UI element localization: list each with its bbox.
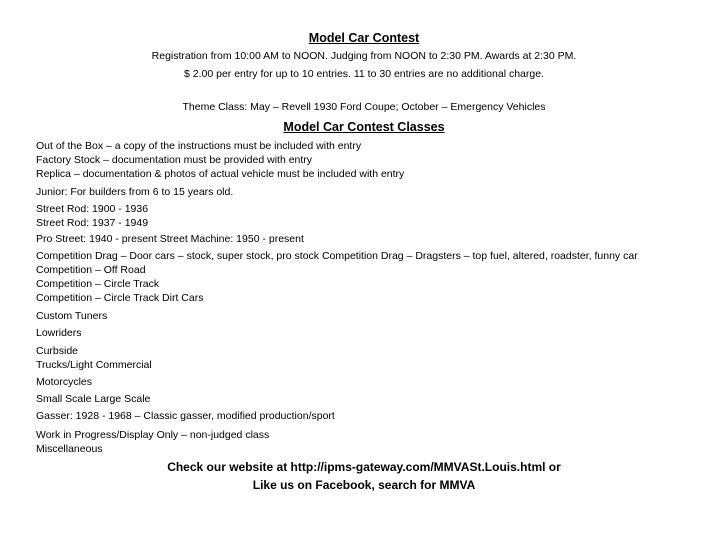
class-item: Out of the Box – a copy of the instructions must be included with entry <box>36 140 362 152</box>
classes-heading: Model Car Contest Classes <box>283 120 445 134</box>
class-item: Junior: For builders from 6 to 15 years old. <box>36 186 234 198</box>
class-item: Street Rod: 1937 - 1949 <box>36 217 149 229</box>
class-item: Trucks/Light Commercial <box>36 359 152 371</box>
class-item: Competition – Circle Track <box>36 278 160 290</box>
class-item: Competition Drag – Door cars – stock, super stock, pro stock Competition Drag – Dragsters – top fuel, altered, roadster, funny car <box>36 250 638 262</box>
class-item: Custom Tuners <box>36 310 108 322</box>
contest-title: Model Car Contest <box>308 31 420 45</box>
class-item: Replica – documentation & photos of actual vehicle must be included with entry <box>36 168 405 180</box>
class-item: Competition – Off Road <box>36 264 146 276</box>
class-item: Gasser: 1928 - 1968 – Classic gasser, modified production/sport <box>36 410 335 422</box>
class-item: Factory Stock – documentation must be provided with entry <box>36 154 313 166</box>
class-item: Motorcycles <box>36 376 93 388</box>
registration-info: Registration from 10:00 AM to NOON. Judging from NOON to 2:30 PM. Awards at 2:30 PM. <box>151 50 577 62</box>
class-item: Curbside <box>36 345 79 357</box>
class-item: Pro Street: 1940 - present Street Machine: 1950 - present <box>36 233 304 245</box>
website-info: Check our website at http://ipms-gateway.com/MMVASt.Louis.html or <box>167 460 561 474</box>
class-item: Work in Progress/Display Only – non-judged class <box>36 429 270 441</box>
class-item: Competition – Circle Track Dirt Cars <box>36 292 204 304</box>
fee-info: $ 2.00 per entry for up to 10 entries. 11 to 30 entries are no additional charge. <box>184 68 544 80</box>
class-item: Lowriders <box>36 327 82 339</box>
class-item: Small Scale Large Scale <box>36 393 151 405</box>
class-item: Street Rod: 1900 - 1936 <box>36 203 149 215</box>
class-item: Miscellaneous <box>36 443 103 455</box>
facebook-info: Like us on Facebook, search for MMVA <box>252 478 476 492</box>
theme-class-info: Theme Class: May – Revell 1930 Ford Coupe; October – Emergency Vehicles <box>182 101 546 113</box>
